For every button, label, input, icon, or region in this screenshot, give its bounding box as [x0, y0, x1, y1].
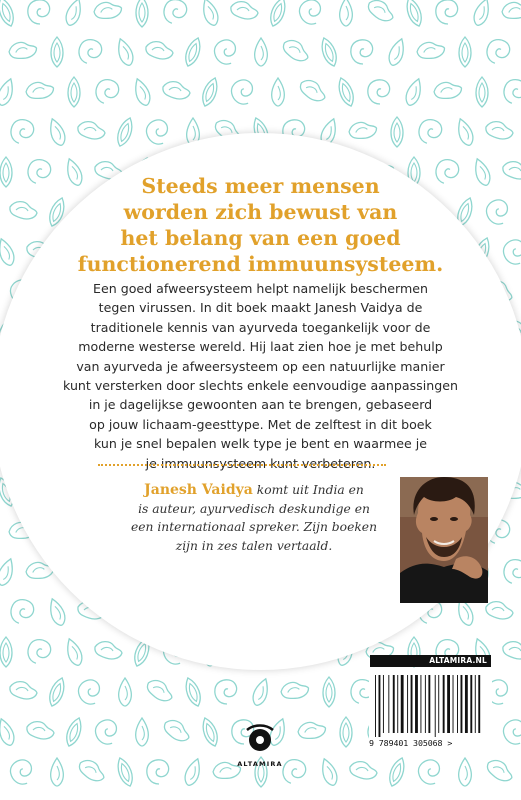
leaf-pattern-icon	[318, 757, 339, 788]
headline-line: functionerend immuunsysteem.	[77, 252, 444, 276]
spiral-pattern-icon	[24, 636, 53, 666]
spiral-pattern-icon	[500, 0, 521, 23]
spiral-pattern-icon	[280, 38, 311, 64]
leaf-pattern-icon	[323, 677, 335, 707]
spiral-pattern-icon	[78, 122, 105, 139]
barcode-bar	[478, 675, 480, 733]
spiral-pattern-icon	[500, 556, 521, 586]
leaf-pattern-icon	[63, 0, 84, 27]
barcode-bar	[425, 675, 426, 733]
barcode-bar	[379, 675, 381, 737]
spiral-pattern-icon	[146, 42, 173, 59]
leaf-pattern-icon	[250, 677, 271, 708]
leaf-pattern-icon	[182, 676, 204, 708]
spiral-pattern-icon	[7, 596, 36, 626]
leaf-pattern-icon	[182, 36, 204, 68]
website-label: ALTAMIRA.NL	[370, 655, 491, 667]
leaf-pattern-icon	[403, 0, 425, 28]
spiral-pattern-icon	[10, 202, 37, 219]
spiral-pattern-icon	[147, 760, 169, 784]
spiral-pattern-icon	[24, 77, 55, 103]
leaf-pattern-icon	[0, 157, 12, 187]
leaf-pattern-icon	[131, 77, 152, 108]
barcode-bar	[393, 675, 395, 733]
spiral-pattern-icon	[296, 0, 325, 27]
spiral-pattern-icon	[211, 37, 240, 67]
spiral-pattern-icon	[347, 117, 378, 143]
barcode-bar	[438, 675, 439, 733]
spiral-pattern-icon	[503, 642, 521, 659]
spiral-pattern-icon	[350, 762, 377, 779]
spiral-pattern-icon	[7, 116, 36, 146]
leaf-pattern-icon	[199, 76, 221, 108]
leaf-pattern-icon	[46, 117, 67, 148]
blurb-line: traditionele kennis van ayurveda toegankelijk voor de	[90, 319, 431, 335]
spiral-pattern-icon	[7, 757, 36, 787]
blurb-line: je immuunsysteem kunt verbeteren.	[145, 455, 376, 471]
spiral-pattern-icon	[28, 0, 50, 24]
spiral-pattern-icon	[228, 77, 257, 107]
spiral-pattern-icon	[163, 82, 190, 99]
barcode-bar	[447, 675, 450, 733]
barcode-bar	[420, 675, 421, 733]
leaf-pattern-icon	[318, 36, 340, 68]
barcode-bar	[401, 675, 404, 733]
leaf-pattern-icon	[114, 37, 135, 68]
spiral-pattern-icon	[143, 117, 172, 147]
spiral-pattern-icon	[144, 678, 175, 704]
spiral-pattern-icon	[296, 717, 327, 743]
spiral-pattern-icon	[92, 76, 121, 106]
spiral-pattern-icon	[231, 2, 258, 19]
blurb-line: van ayurveda je afweersysteem op een natuurlijke manier	[76, 358, 445, 374]
spiral-pattern-icon	[486, 122, 513, 139]
isbn-barcode	[369, 671, 492, 757]
barcode-bar	[383, 675, 384, 733]
leaf-pattern-icon	[386, 37, 407, 68]
headline-line: worden zich bewust van	[123, 200, 398, 224]
spiral-pattern-icon	[7, 37, 38, 63]
leaf-pattern-icon	[454, 117, 475, 148]
headline-line: het belang van een goed	[120, 226, 401, 250]
spiral-pattern-icon	[351, 40, 373, 64]
leaf-pattern-icon	[335, 76, 357, 108]
leaf-pattern-icon	[46, 676, 68, 708]
spiral-pattern-icon	[500, 717, 521, 747]
leaf-pattern-icon	[340, 717, 352, 747]
blurb-line: kun je snel bepalen welk type je bent en waarmee je	[94, 436, 427, 452]
spiral-pattern-icon	[415, 116, 444, 146]
isbn-marker: >	[447, 738, 453, 748]
spiral-pattern-icon	[483, 197, 512, 227]
barcode-bar	[388, 675, 389, 733]
spiral-pattern-icon	[75, 677, 104, 707]
leaf-pattern-icon	[114, 116, 136, 148]
publisher-name: ALTAMIRA	[237, 760, 283, 768]
leaf-pattern-icon	[51, 37, 63, 67]
barcode-bar	[415, 675, 418, 733]
leaf-pattern-icon	[63, 716, 85, 748]
spiral-pattern-icon	[160, 0, 189, 27]
blurb-line: kunt versterken door slechts enkele eenvoudige aanpassingen	[63, 378, 458, 394]
spiral-pattern-icon	[436, 0, 458, 24]
spiral-pattern-icon	[95, 642, 122, 659]
barcode-bar	[470, 675, 472, 733]
author-bio-line: is auteur, ayurvedisch deskundige en	[138, 501, 370, 516]
author-photo	[400, 477, 488, 603]
blurb-line: tegen virussen. In dit boek maakt Janesh Vaidya de	[98, 300, 423, 316]
author-name: Janesh Vaidya	[144, 482, 253, 498]
spiral-pattern-icon	[500, 76, 521, 106]
spiral-pattern-icon	[297, 78, 328, 104]
leaf-pattern-icon	[476, 77, 488, 107]
spiral-pattern-icon	[486, 602, 513, 619]
barcode-bar	[443, 675, 445, 733]
eye-logo-icon	[228, 718, 292, 762]
isbn-digits	[369, 738, 492, 748]
leaf-pattern-icon	[459, 37, 471, 67]
author-bio	[117, 481, 391, 555]
spiral-pattern-icon	[483, 36, 512, 66]
author-bio-intro: komt uit India en	[256, 483, 364, 497]
spiral-pattern-icon	[484, 758, 515, 784]
spiral-pattern-icon	[415, 757, 444, 787]
spiral-pattern-icon	[215, 680, 237, 704]
leaf-pattern-icon	[199, 716, 221, 748]
leaf-pattern-icon	[182, 757, 203, 788]
leaf-pattern-icon	[391, 117, 403, 147]
headline-line: Steeds meer mensen	[141, 174, 380, 198]
barcode-bar	[475, 675, 476, 733]
blurb-line: moderne westerse wereld. Hij laat zien hoe je met behulp	[78, 339, 443, 355]
spiral-pattern-icon	[161, 718, 192, 744]
leaf-pattern-icon	[403, 77, 424, 108]
leaf-pattern-icon	[272, 78, 285, 106]
barcode-bar	[461, 675, 463, 733]
leaf-pattern-icon	[0, 237, 17, 268]
leaf-pattern-icon	[68, 77, 80, 107]
leaf-pattern-icon	[386, 756, 408, 788]
leaf-pattern-icon	[255, 38, 268, 66]
spiral-pattern-icon	[76, 758, 107, 784]
leaf-pattern-icon	[46, 597, 67, 628]
barcode-bar	[407, 675, 408, 733]
barcode-bar	[465, 675, 468, 733]
spiral-pattern-icon	[75, 36, 104, 66]
leaf-pattern-icon	[63, 637, 84, 668]
barcode-bar	[411, 675, 413, 733]
leaf-pattern-icon	[136, 718, 149, 746]
barcode-bar	[435, 675, 436, 737]
barcode-bar	[397, 675, 398, 733]
spiral-pattern-icon	[279, 677, 310, 703]
leaf-pattern-icon	[0, 637, 12, 667]
spiral-pattern-icon	[503, 162, 521, 179]
author-bio-first-line	[117, 481, 391, 500]
blurb-line: Een goed afweersysteem helpt namelijk beschermen	[93, 281, 428, 296]
leaf-pattern-icon	[0, 717, 17, 748]
spiral-pattern-icon	[415, 37, 446, 63]
spiral-pattern-icon	[10, 682, 37, 699]
dotted-divider	[98, 464, 386, 466]
leaf-pattern-icon	[0, 0, 17, 28]
leaf-pattern-icon	[471, 0, 492, 27]
leaf-pattern-icon	[0, 557, 17, 588]
blurb-text	[40, 279, 481, 473]
leaf-pattern-icon	[136, 0, 148, 27]
barcode-bar	[457, 675, 458, 733]
barcode-bar	[453, 675, 454, 733]
author-bio-line: een internationaal spreker. Zijn boeken	[130, 520, 377, 534]
leaf-pattern-icon	[51, 758, 64, 786]
leaf-pattern-icon	[119, 678, 132, 706]
spiral-pattern-icon	[500, 237, 521, 267]
author-bio-line: zijn in zes talen vertaald.	[175, 538, 333, 553]
leaf-pattern-icon	[114, 756, 136, 788]
leaf-pattern-icon	[199, 0, 220, 27]
barcode-bar	[375, 675, 376, 737]
leaf-pattern-icon	[459, 758, 472, 786]
leaf-pattern-icon	[267, 0, 289, 28]
headline	[40, 173, 481, 277]
spiral-pattern-icon	[432, 77, 463, 103]
leaf-pattern-icon	[0, 77, 17, 108]
spiral-pattern-icon	[92, 0, 123, 23]
spiral-pattern-icon	[27, 722, 54, 739]
spiral-pattern-icon	[365, 0, 396, 23]
spiral-pattern-icon	[368, 80, 390, 104]
isbn-number: 9 789401 305068	[369, 738, 443, 748]
leaf-pattern-icon	[340, 0, 353, 26]
barcode-bar	[428, 675, 430, 733]
spiral-pattern-icon	[92, 717, 121, 747]
blurb-line: op jouw lichaam-geesttype. Met de zelftest in dit boek	[89, 416, 432, 432]
blurb-line: in je dagelijkse gewoonten aan te brengen, gebaseerd	[88, 397, 433, 413]
